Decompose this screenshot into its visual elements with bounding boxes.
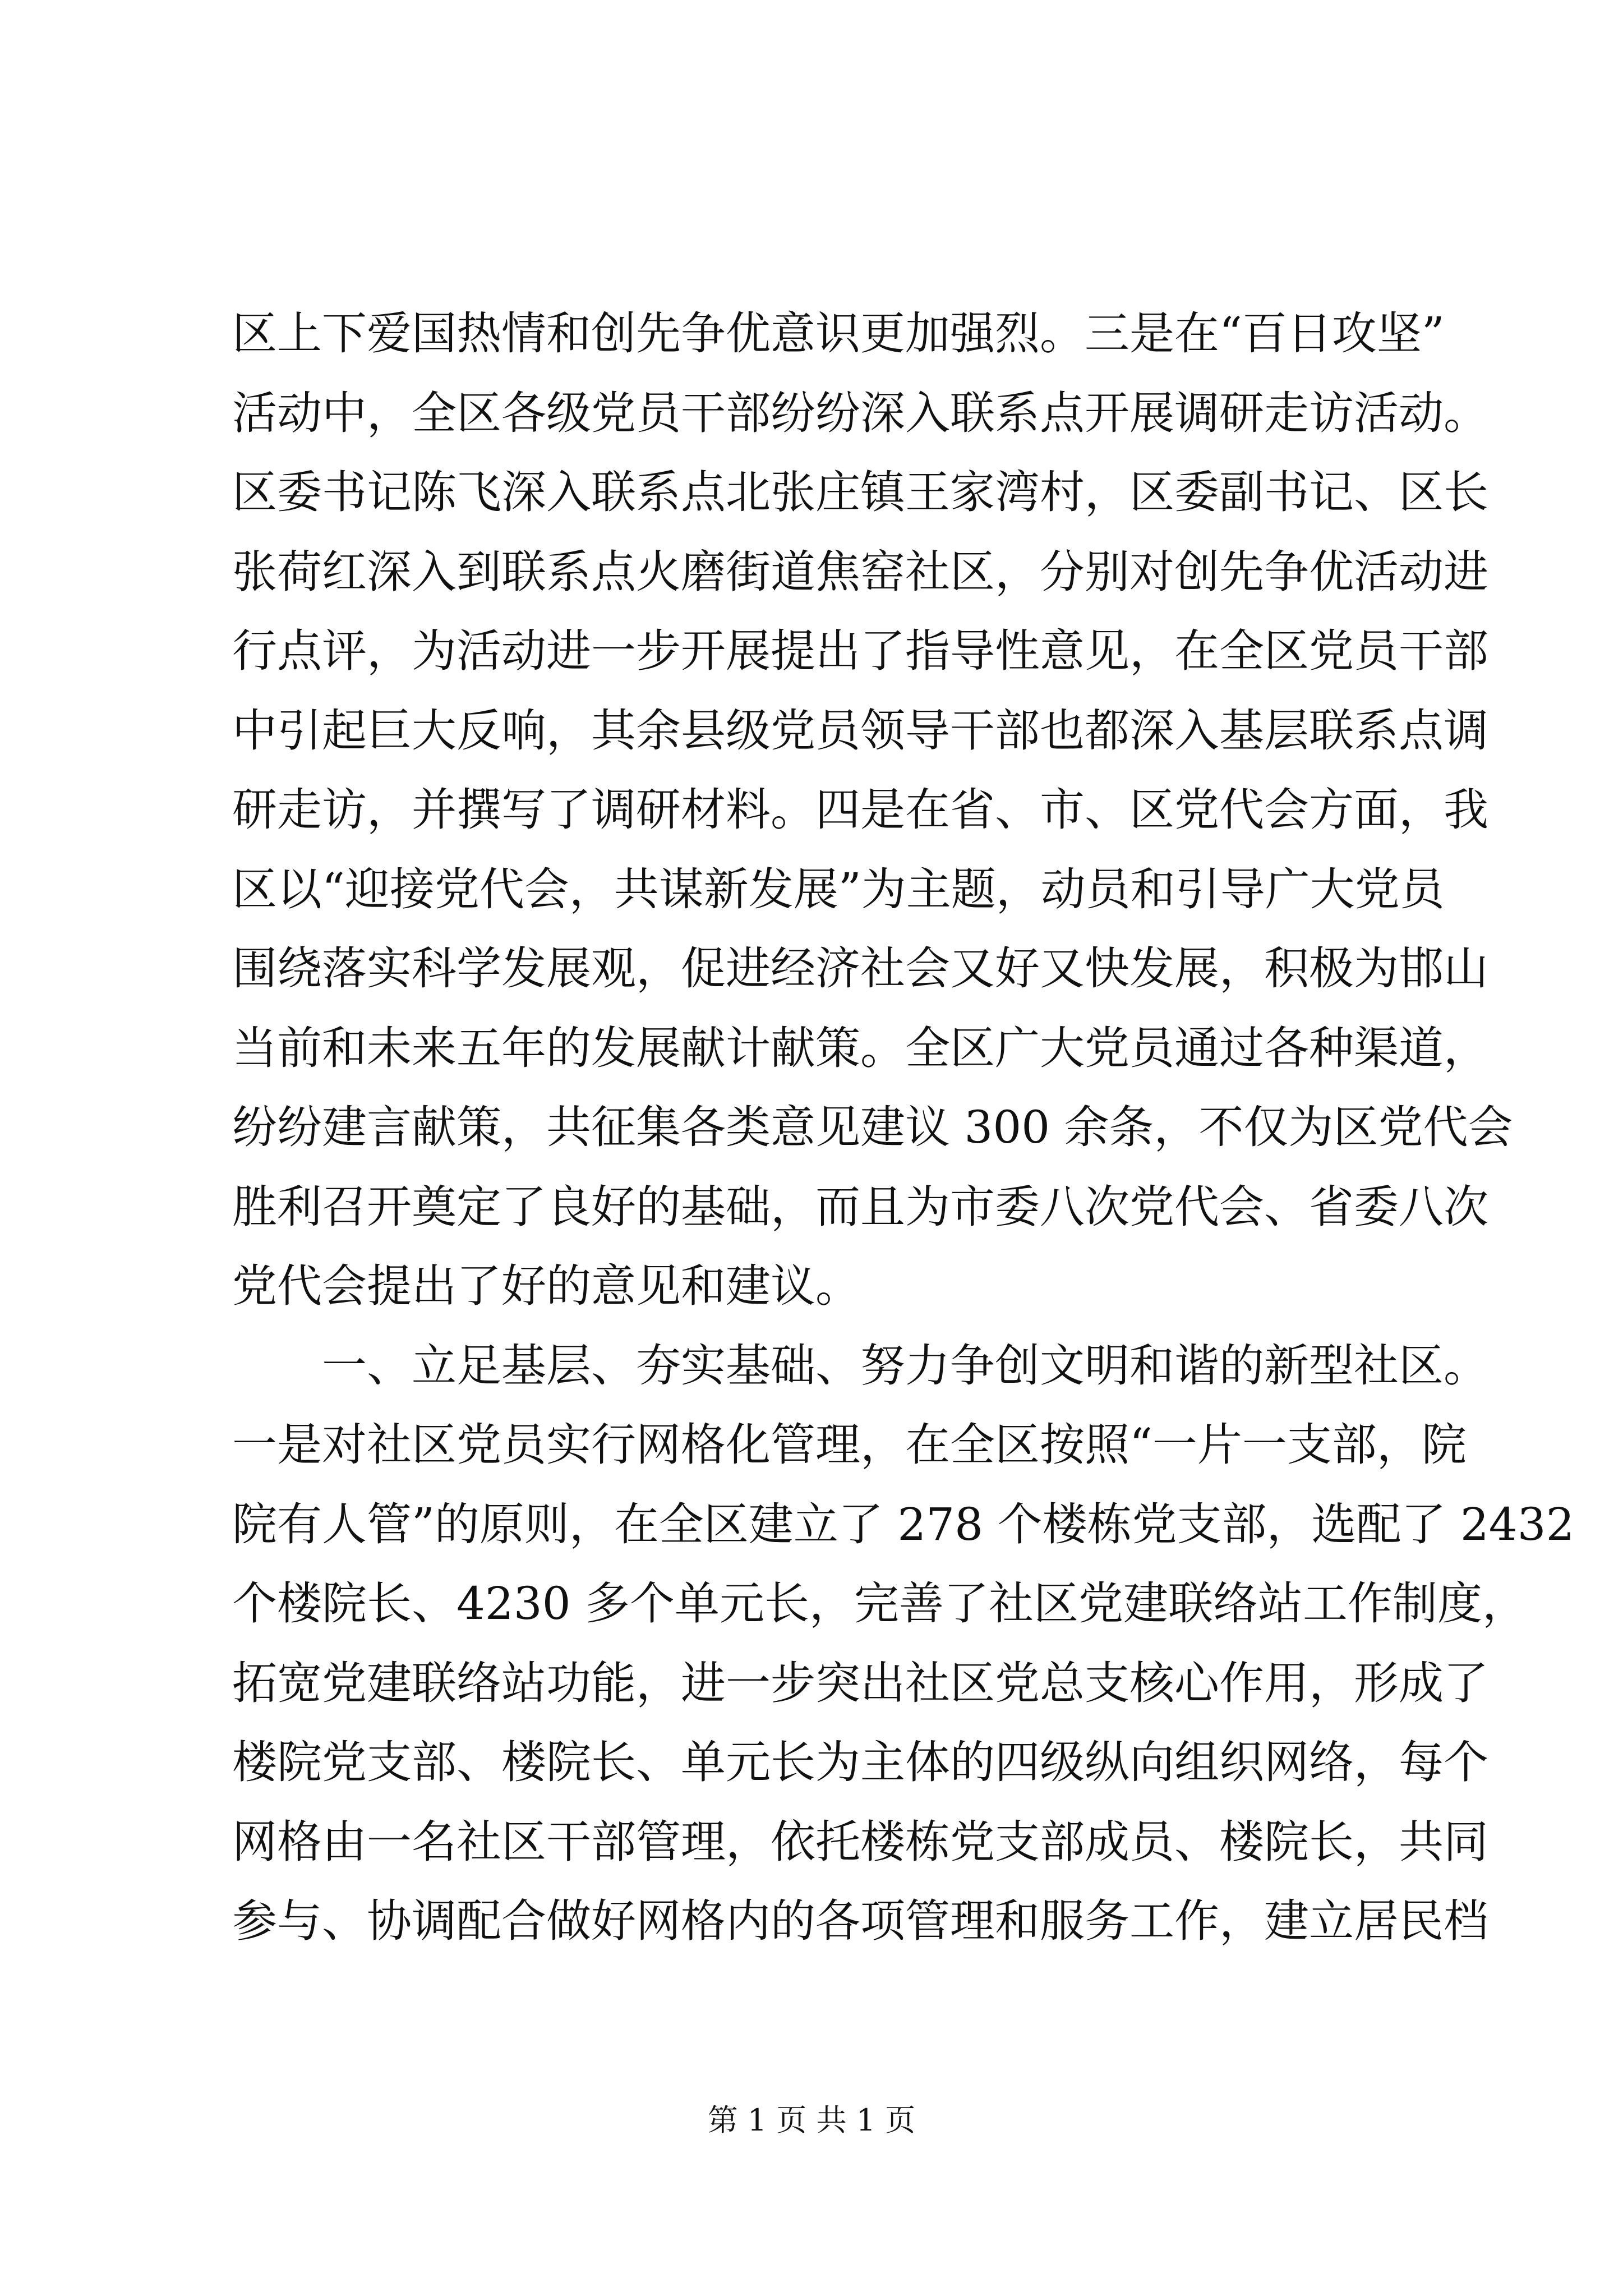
text-line: 围绕落实科学发展观，促进经济社会又好又快发展，积极为邯山 <box>232 942 1488 995</box>
text-line: 胜利召开奠定了良好的基础，而且为市委八次党代会、省委八次 <box>232 1180 1488 1233</box>
text-line: 纷纷建言献策，共征集各类意见建议 300 余条，不仅为区党代会 <box>232 1101 1513 1153</box>
text-line: 区上下爱国热情和创先争优意识更加强烈。三是在“百日攻坚” <box>232 307 1445 360</box>
text-line: 中引起巨大反响，其余县级党员领导干部也都深入基层联系点调 <box>232 704 1488 757</box>
text-line: 个楼院长、4230 多个单元长，完善了社区党建联络站工作制度， <box>232 1577 1528 1630</box>
paragraph-1 <box>232 294 1513 1326</box>
page-footer: 第 1 页 共 1 页 <box>707 2102 916 2138</box>
text-line: 楼院党支部、楼院长、单元长为主体的四级纵向组织网络，每个 <box>232 1736 1488 1788</box>
text-line: 活动中，全区各级党员干部纷纷深入联系点开展调研走访活动。 <box>232 386 1488 439</box>
document-body <box>232 294 1575 1961</box>
paragraph-2 <box>232 1326 1575 1961</box>
text-line: 党代会提出了好的意见和建议。 <box>232 1260 860 1312</box>
text-line: 参与、协调配合做好网格内的各项管理和服务工作，建立居民档 <box>232 1895 1488 1947</box>
text-line: 院有人管”的原则，在全区建立了 278 个楼栋党支部，选配了 2432 <box>232 1498 1575 1550</box>
text-line: 张荷红深入到联系点火磨街道焦窑社区，分别对创先争优活动进 <box>232 545 1488 598</box>
text-line: 区以“迎接党代会，共谋新发展”为主题，动员和引导广大党员 <box>232 863 1445 915</box>
text-line: 一是对社区党员实行网格化管理，在全区按照“一片一支部，院 <box>232 1419 1467 1471</box>
text-line: 当前和未来五年的发展献计献策。全区广大党员通过各种渠道， <box>232 1022 1488 1074</box>
text-line: 区委书记陈飞深入联系点北张庄镇王家湾村，区委副书记、区长 <box>232 466 1488 518</box>
text-line: 研走访，并撰写了调研材料。四是在省、市、区党代会方面，我 <box>232 784 1488 836</box>
text-line: 网格由一名社区干部管理，依托楼栋党支部成员、楼院长，共同 <box>232 1815 1488 1868</box>
text-line: 行点评，为活动进一步开展提出了指导性意见，在全区党员干部 <box>232 625 1488 677</box>
text-line: 拓宽党建联络站功能，进一步突出社区党总支核心作用，形成了 <box>232 1657 1488 1709</box>
text-line: 一、立足基层、夯实基础、努力争创文明和谐的新型社区。 <box>322 1339 1488 1392</box>
